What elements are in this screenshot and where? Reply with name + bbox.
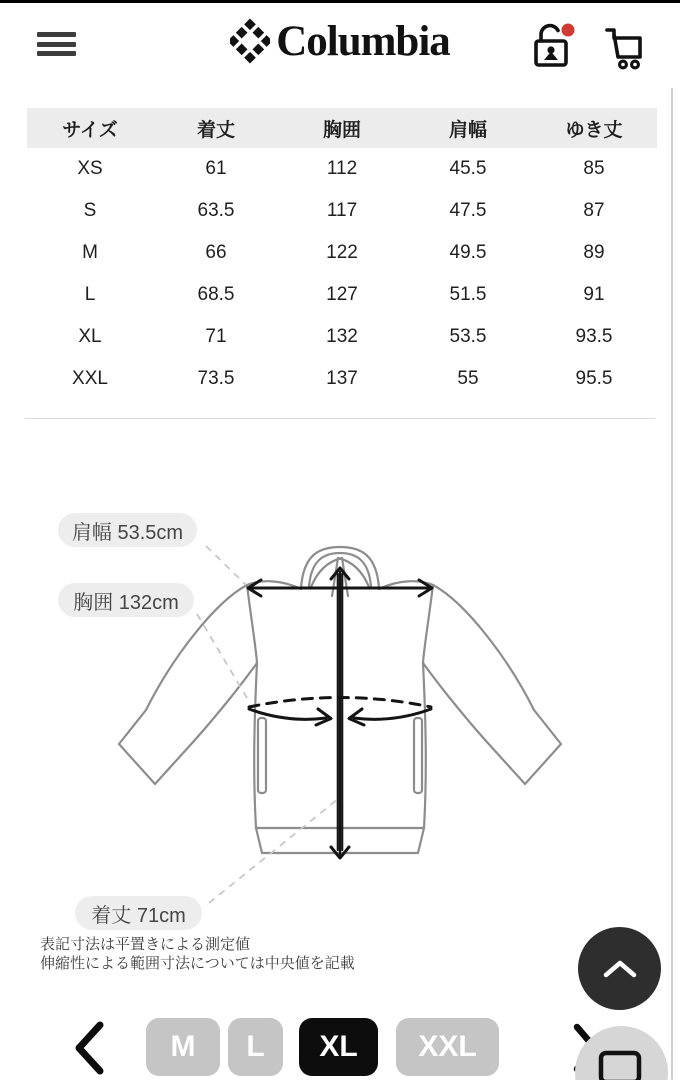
brand-name: Columbia [276,17,450,65]
section-divider [25,418,655,419]
table-cell: 66 [205,242,227,263]
table-cell: 93.5 [575,326,613,347]
column-header: 着丈 [153,108,279,148]
chat-bubble-icon [575,1026,668,1080]
scrollbar[interactable] [671,88,673,1080]
size-cell: XL [78,326,102,347]
cart-button[interactable] [600,24,646,72]
brand-logo[interactable] [0,18,680,64]
table-cell: 85 [583,158,605,179]
table-cell: 63.5 [197,200,235,221]
table-cell: 127 [326,284,358,305]
table-cell: 71 [205,326,227,347]
table-cell: 87 [583,200,605,221]
size-option-xl-selected[interactable]: XL [299,1018,378,1076]
column-header: 胸囲 [279,108,405,148]
notification-badge [562,24,575,37]
chat-button[interactable] [575,1026,668,1080]
cart-icon [600,24,646,72]
table-cell: 61 [205,158,227,179]
carousel-prev-button[interactable] [72,1021,106,1075]
account-button[interactable] [531,22,577,70]
column-header: 肩幅 [405,108,531,148]
table-cell: 95.5 [575,368,613,389]
table-header-row [27,108,657,148]
table-cell: 68.5 [197,284,235,305]
scroll-to-top-button[interactable] [578,927,661,1010]
note-line: 表記寸法は平置きによる測定値 [40,936,251,953]
size-cell: S [83,200,97,221]
size-spec-table [27,108,657,400]
chest-leader-line [197,614,250,703]
shoulder-leader-line [206,546,246,585]
table-cell: 55 [457,368,479,389]
table-cell: 122 [326,242,358,263]
table-cell: 45.5 [449,158,487,179]
column-header: ゆき丈 [531,108,657,148]
size-option-l[interactable]: L [228,1018,283,1076]
table-row [27,190,657,232]
size-option-xxl[interactable]: XXL [396,1018,499,1076]
table-cell: 47.5 [449,200,487,221]
length-label: 着丈 71cm [75,896,202,930]
table-cell: 73.5 [197,368,235,389]
length-leader-line [209,799,338,903]
table-cell: 112 [326,158,358,179]
size-cell: M [82,242,98,263]
note-line: 伸縮性による範囲寸法については中央値を記載 [40,955,355,972]
table-row [27,148,657,190]
table-row [27,358,657,400]
columbia-emblem-icon [230,18,270,64]
table-row [27,316,657,358]
chevron-up-icon [602,959,638,979]
table-cell: 49.5 [449,242,487,263]
size-option-m[interactable]: M [146,1018,220,1076]
jacket-diagram [0,430,680,930]
measurement-notes [40,935,355,973]
table-cell: 137 [326,368,358,389]
chest-label: 胸囲 132cm [58,583,194,617]
table-cell: 51.5 [449,284,487,305]
table-row [27,274,657,316]
size-cell: L [84,284,96,305]
table-cell: 53.5 [449,326,487,347]
size-cell: XXL [72,368,108,389]
column-header: サイズ [27,108,153,148]
table-cell: 89 [583,242,605,263]
table-cell: 91 [583,284,605,305]
table-cell: 117 [326,200,358,221]
table-cell: 132 [326,326,358,347]
top-edge-bar [0,0,680,3]
shoulder-width-label: 肩幅 53.5cm [58,513,197,547]
chevron-left-icon [79,1025,100,1071]
table-row [27,232,657,274]
lock-icon [531,22,577,70]
size-cell: XS [77,158,103,179]
